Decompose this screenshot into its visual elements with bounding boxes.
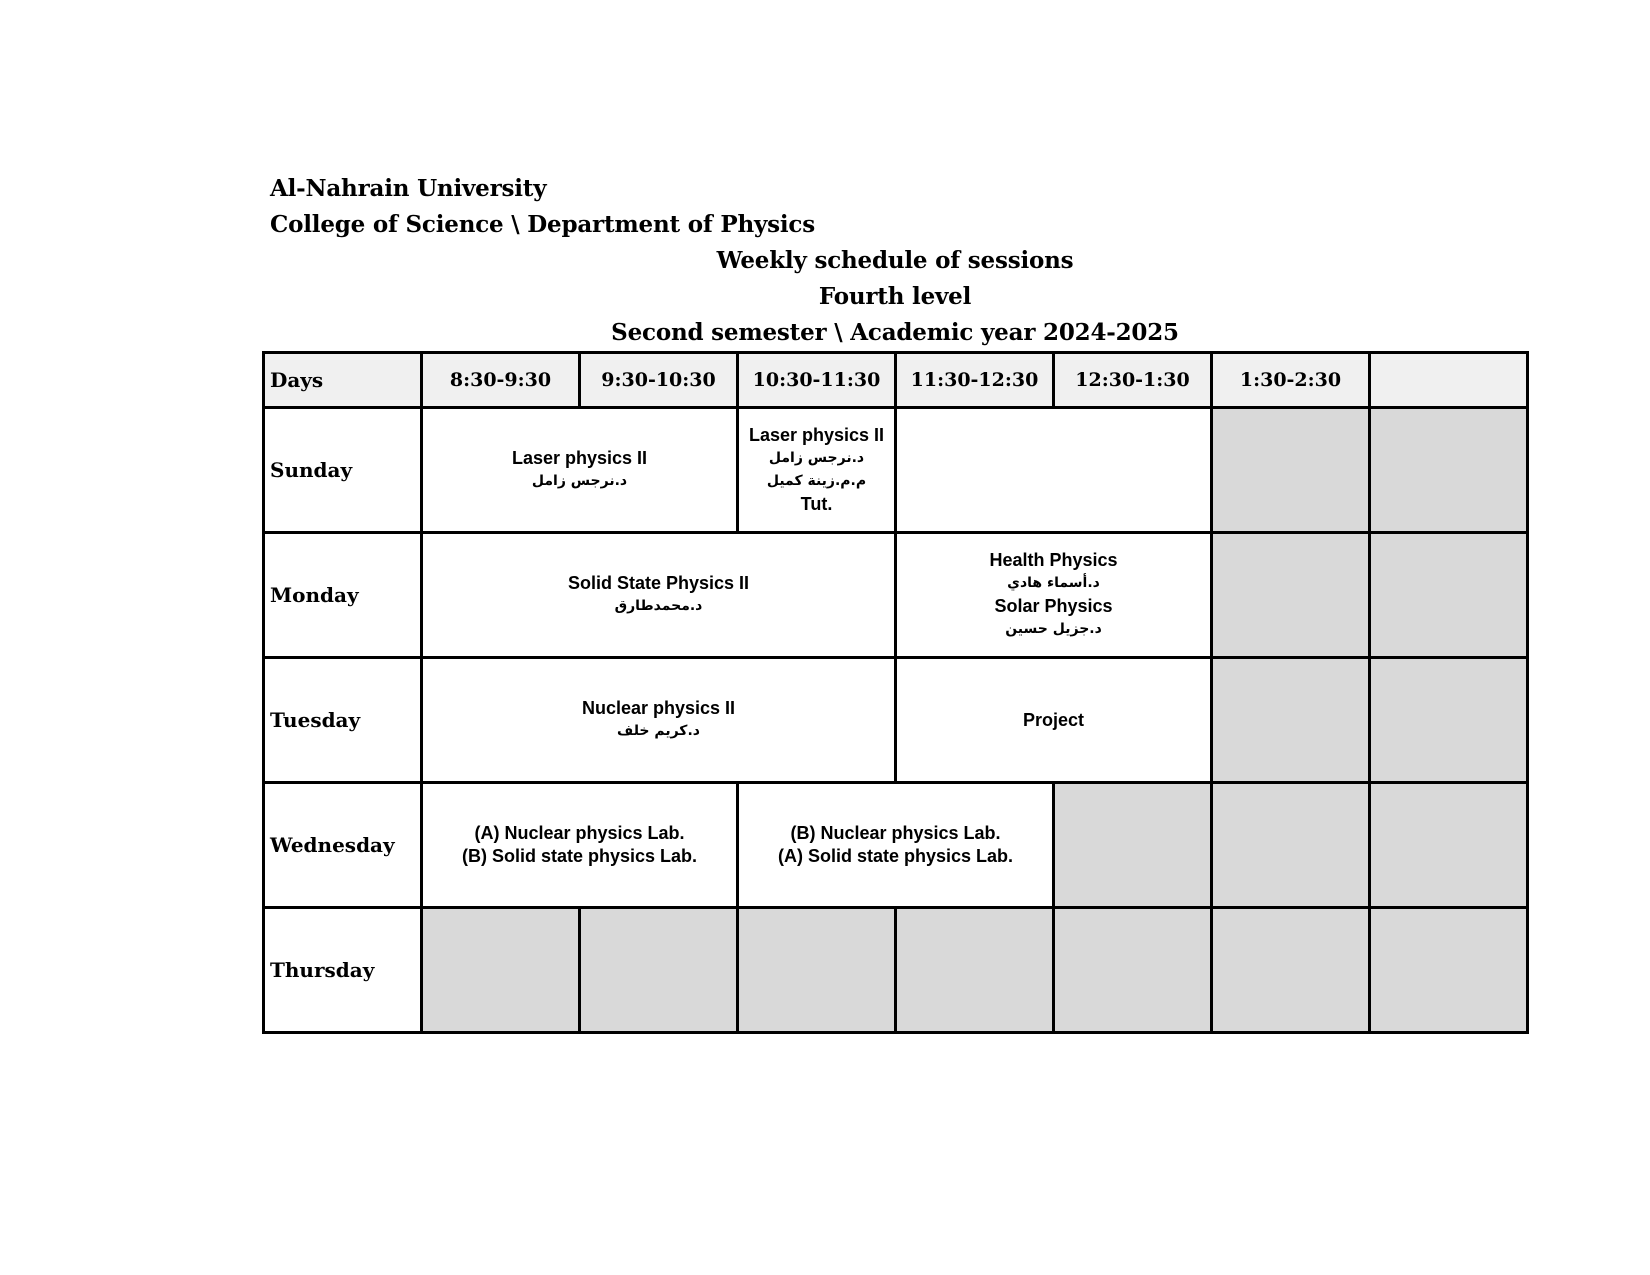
day-label-sunday: Sunday — [264, 408, 422, 533]
row-sunday — [264, 408, 1528, 533]
schedule-title: Weekly schedule of sessions — [716, 247, 1074, 274]
course-title: Laser physics II — [511, 448, 648, 468]
lab-line: (B) Solid state physics Lab. — [461, 846, 698, 866]
empty-slot — [1212, 408, 1370, 533]
header-row — [264, 353, 1528, 408]
row-thursday — [264, 908, 1528, 1033]
session-health-solar-physics — [896, 533, 1212, 658]
time-slot-header: 8:30-9:30 — [422, 353, 580, 408]
semester-label: Second semester \ Academic year 2024-2025 — [611, 319, 1179, 346]
lecturer-name: د.كريم خلف — [617, 723, 700, 739]
day-label-monday: Monday — [264, 533, 422, 658]
lecturer-name: د.أسماء هادي — [1007, 575, 1100, 591]
session-solid-state-physics — [422, 533, 896, 658]
empty-slot — [1370, 658, 1528, 783]
empty-slot — [422, 908, 580, 1033]
time-slot-header: 11:30-12:30 — [896, 353, 1054, 408]
day-label-thursday: Thursday — [264, 908, 422, 1033]
session-labs-group-1 — [422, 783, 738, 908]
empty-slot — [738, 908, 896, 1033]
course-title: Nuclear physics II — [581, 698, 736, 718]
time-slot-header: 10:30-11:30 — [738, 353, 896, 408]
row-monday — [264, 533, 1528, 658]
course-title: Health Physics — [989, 550, 1118, 570]
time-slot-header: 9:30-10:30 — [580, 353, 738, 408]
session-laser-tutorial — [738, 408, 896, 533]
session-project — [896, 658, 1212, 783]
college-department: College of Science \ Department of Physics — [270, 211, 815, 238]
day-label-tuesday: Tuesday — [264, 658, 422, 783]
lecturer-name: د.نرجس زامل — [531, 473, 628, 489]
row-tuesday — [264, 658, 1528, 783]
lecturer-name: د.نرجس زامل — [768, 450, 865, 466]
days-header: Days — [264, 353, 422, 408]
day-label-wednesday: Wednesday — [264, 783, 422, 908]
course-title: Solid State Physics II — [567, 573, 750, 593]
empty-slot — [580, 908, 738, 1033]
lab-line: (A) Nuclear physics Lab. — [474, 823, 685, 843]
empty-slot — [1370, 908, 1528, 1033]
level-label: Fourth level — [818, 283, 972, 310]
schedule-table — [262, 351, 1529, 1034]
session-nuclear-physics — [422, 658, 896, 783]
empty-slot — [1370, 533, 1528, 658]
time-slot-header: 1:30-2:30 — [1212, 353, 1370, 408]
empty-white-slot — [896, 408, 1212, 533]
time-slot-header: 12:30-1:30 — [1054, 353, 1212, 408]
lecturer-name: د.جزيل حسين — [1005, 621, 1102, 637]
row-wednesday — [264, 783, 1528, 908]
empty-slot — [1212, 533, 1370, 658]
lab-line: (B) Nuclear physics Lab. — [790, 823, 1001, 843]
course-title: Laser physics II — [748, 425, 885, 445]
time-slot-header-empty — [1370, 353, 1528, 408]
tutorial-label: Tut. — [800, 494, 833, 514]
university-name: Al-Nahrain University — [270, 175, 547, 202]
empty-slot — [1212, 783, 1370, 908]
empty-slot — [1212, 658, 1370, 783]
lecturer-name: م.م.زينة كميل — [766, 473, 867, 489]
course-title: Solar Physics — [994, 596, 1113, 616]
lab-line: (A) Solid state physics Lab. — [777, 846, 1014, 866]
empty-slot — [1370, 408, 1528, 533]
empty-slot — [1212, 908, 1370, 1033]
empty-slot — [1370, 783, 1528, 908]
course-title: Project — [1022, 709, 1085, 730]
empty-slot — [896, 908, 1054, 1033]
empty-slot — [1054, 908, 1212, 1033]
lecturer-name: د.محمدطارق — [614, 598, 703, 614]
session-labs-group-2 — [738, 783, 1054, 908]
session-laser-physics — [422, 408, 738, 533]
empty-slot — [1054, 783, 1212, 908]
